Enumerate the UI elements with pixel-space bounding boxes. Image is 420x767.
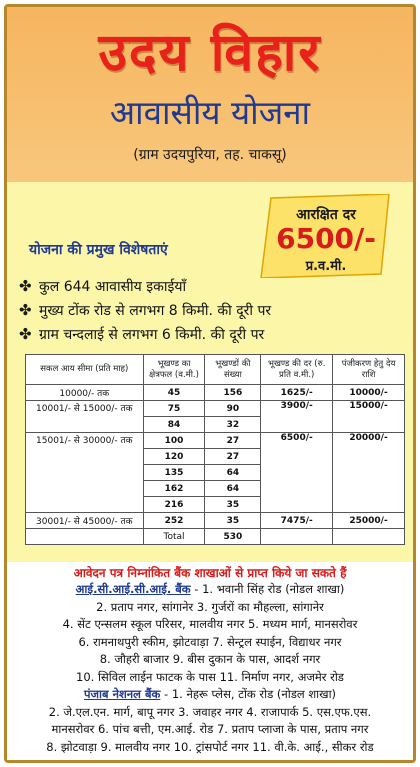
bank-line: 2. जे.एल.एन. मार्ग, बापू नगर 3. जवाहर नगर 4. राजापार्क 5. एस.एफ.एस. — [48, 704, 372, 719]
cell-rate: 6500/- — [261, 433, 333, 513]
bank-line: 8. जौहरी बाजार 9. बीस दुकान के पास, आदर्श नगर — [99, 652, 321, 666]
cell-area: 100 — [143, 433, 205, 449]
bank-line — [7, 686, 413, 704]
rate-unit: प्र.व.मी. — [305, 259, 347, 274]
cell-area: 45 — [143, 385, 205, 401]
header-section — [7, 7, 413, 182]
plot-details-table — [25, 354, 405, 545]
cell-income: 10000/- तक — [26, 385, 144, 401]
cell-deposit: 25000/- — [333, 513, 405, 529]
table-row — [26, 433, 405, 449]
table-row — [26, 385, 405, 401]
table-total-row — [26, 529, 405, 545]
bank-line: 4. सेंट एन्सलम स्कूल परिसर, मालवीय नगर 5. मध्यम मार्ग, मानसरोवर — [62, 617, 358, 631]
pnb-bank-name: पंजाब नेशनल बैंक — [83, 687, 161, 701]
feature-item — [19, 274, 409, 298]
reserve-rate-badge — [257, 194, 395, 278]
cell-rate: 1625/- — [261, 385, 333, 401]
bank-line: 8. झोटवाड़ा 9. मालवीय नगर 10. ट्रांसपोर्ट नगर 11. वी.के. आई., सीकर रोड — [46, 739, 374, 754]
bank-line: मानसरोवर 6. पांच बत्ती, एम.आई. रोड 7. प्रताप प्लाजा के पास, प्रताप नगर — [51, 722, 369, 736]
cell-area: 135 — [143, 465, 205, 481]
feature-item — [19, 322, 409, 346]
cell-area: 216 — [143, 497, 205, 513]
cell-deposit: 20000/- — [333, 433, 405, 513]
table-row — [26, 513, 405, 529]
cell-count: 35 — [205, 513, 261, 529]
bank-line: 6. रामनाथपुरी स्कीम, झोटवाड़ा 7. सेन्ट्रल स्पाईन, विद्याधर नगर — [78, 634, 342, 649]
total-label: Total — [143, 529, 205, 545]
feature-text: मुख्य टोंक रोड से लगभग 8 किमी. की दूरी पर — [39, 302, 272, 319]
cell-area: 75 — [143, 401, 205, 417]
bank-heading: आवेदन पत्र निम्नांकित बैंक शाखाओं से प्राप्त किये जा सकते हैं — [73, 566, 347, 580]
flower-bullet-icon: ✤ — [19, 301, 32, 319]
cell-area: 84 — [143, 417, 205, 433]
feature-list — [19, 274, 409, 346]
header-income: सकल आय सीमा (प्रति माह) — [26, 355, 144, 385]
header-count: भूखण्डों की संख्या — [205, 355, 261, 385]
cell-income: 10001/- से 15000/- तक — [26, 401, 144, 433]
cell-empty — [26, 529, 144, 545]
cell-area: 252 — [143, 513, 205, 529]
icici-branch-nodal: - 1. भवानी सिंह रोड (नोडल शाखा) — [190, 582, 345, 596]
scheme-location: (ग्राम उदयपुरिया, तह. चाकसू) — [133, 147, 287, 163]
bank-line: 10. सिविल लाईन फाटक के पास 11. निर्माण नगर, अजमेर रोड — [76, 669, 344, 684]
cell-count: 156 — [205, 385, 261, 401]
cell-count: 64 — [205, 481, 261, 497]
feature-text: कुल 644 आवासीय इकाईयाँ — [39, 278, 187, 295]
cell-count: 35 — [205, 497, 261, 513]
cell-rate: 7475/- — [261, 513, 333, 529]
cell-empty — [333, 529, 405, 545]
cell-income: 15001/- से 30000/- तक — [26, 433, 144, 513]
cell-count: 64 — [205, 465, 261, 481]
scheme-title: उदय विहार — [98, 22, 322, 83]
cell-count: 32 — [205, 417, 261, 433]
header-rate: भूखण्ड की दर (रु. प्रति व.मी.) — [261, 355, 333, 385]
rate-label: आरक्षित दर — [296, 207, 356, 223]
flower-bullet-icon: ✤ — [19, 277, 32, 295]
total-value: 530 — [205, 529, 261, 545]
icici-bank-name: आई.सी.आई.सी.आई. बैंक — [75, 582, 191, 596]
bank-line — [7, 581, 413, 599]
cell-area: 162 — [143, 481, 205, 497]
cell-income: 30001/- से 45000/- तक — [26, 513, 144, 529]
table-row — [26, 401, 405, 417]
cell-count: 27 — [205, 433, 261, 449]
cell-deposit: 10000/- — [333, 385, 405, 401]
scheme-subtitle: आवासीय योजना — [109, 93, 311, 132]
header-area: भूखण्ड का क्षेत्रफल (व.मी.) — [143, 355, 205, 385]
feature-text: ग्राम चन्दलाई से लगभग 6 किमी. की दूरी पर — [39, 326, 265, 343]
bank-branches-section — [7, 562, 413, 763]
advertisement-frame — [4, 4, 416, 763]
cell-area: 120 — [143, 449, 205, 465]
table-header-row — [26, 355, 405, 385]
bank-line: 2. प्रताप नगर, सांगानेर 3. गुर्जरों का मौहल्ला, सांगानेर — [96, 599, 324, 614]
header-deposit: पंजीकरण हेतु देय राशि — [333, 355, 405, 385]
cell-empty — [261, 529, 333, 545]
details-section — [7, 182, 413, 562]
features-heading: योजना की प्रमुख विशेषताएं — [29, 242, 168, 258]
pnb-branch-nodal: - 1. नेहरू प्लेस, टोंक रोड (नोडल शाखा) — [160, 687, 337, 701]
feature-item — [19, 298, 409, 322]
cell-deposit: 15000/- — [333, 401, 405, 433]
cell-count: 27 — [205, 449, 261, 465]
rate-value: 6500/- — [276, 222, 376, 255]
cell-count: 90 — [205, 401, 261, 417]
cell-rate: 3900/- — [261, 401, 333, 433]
flower-bullet-icon: ✤ — [19, 325, 32, 343]
